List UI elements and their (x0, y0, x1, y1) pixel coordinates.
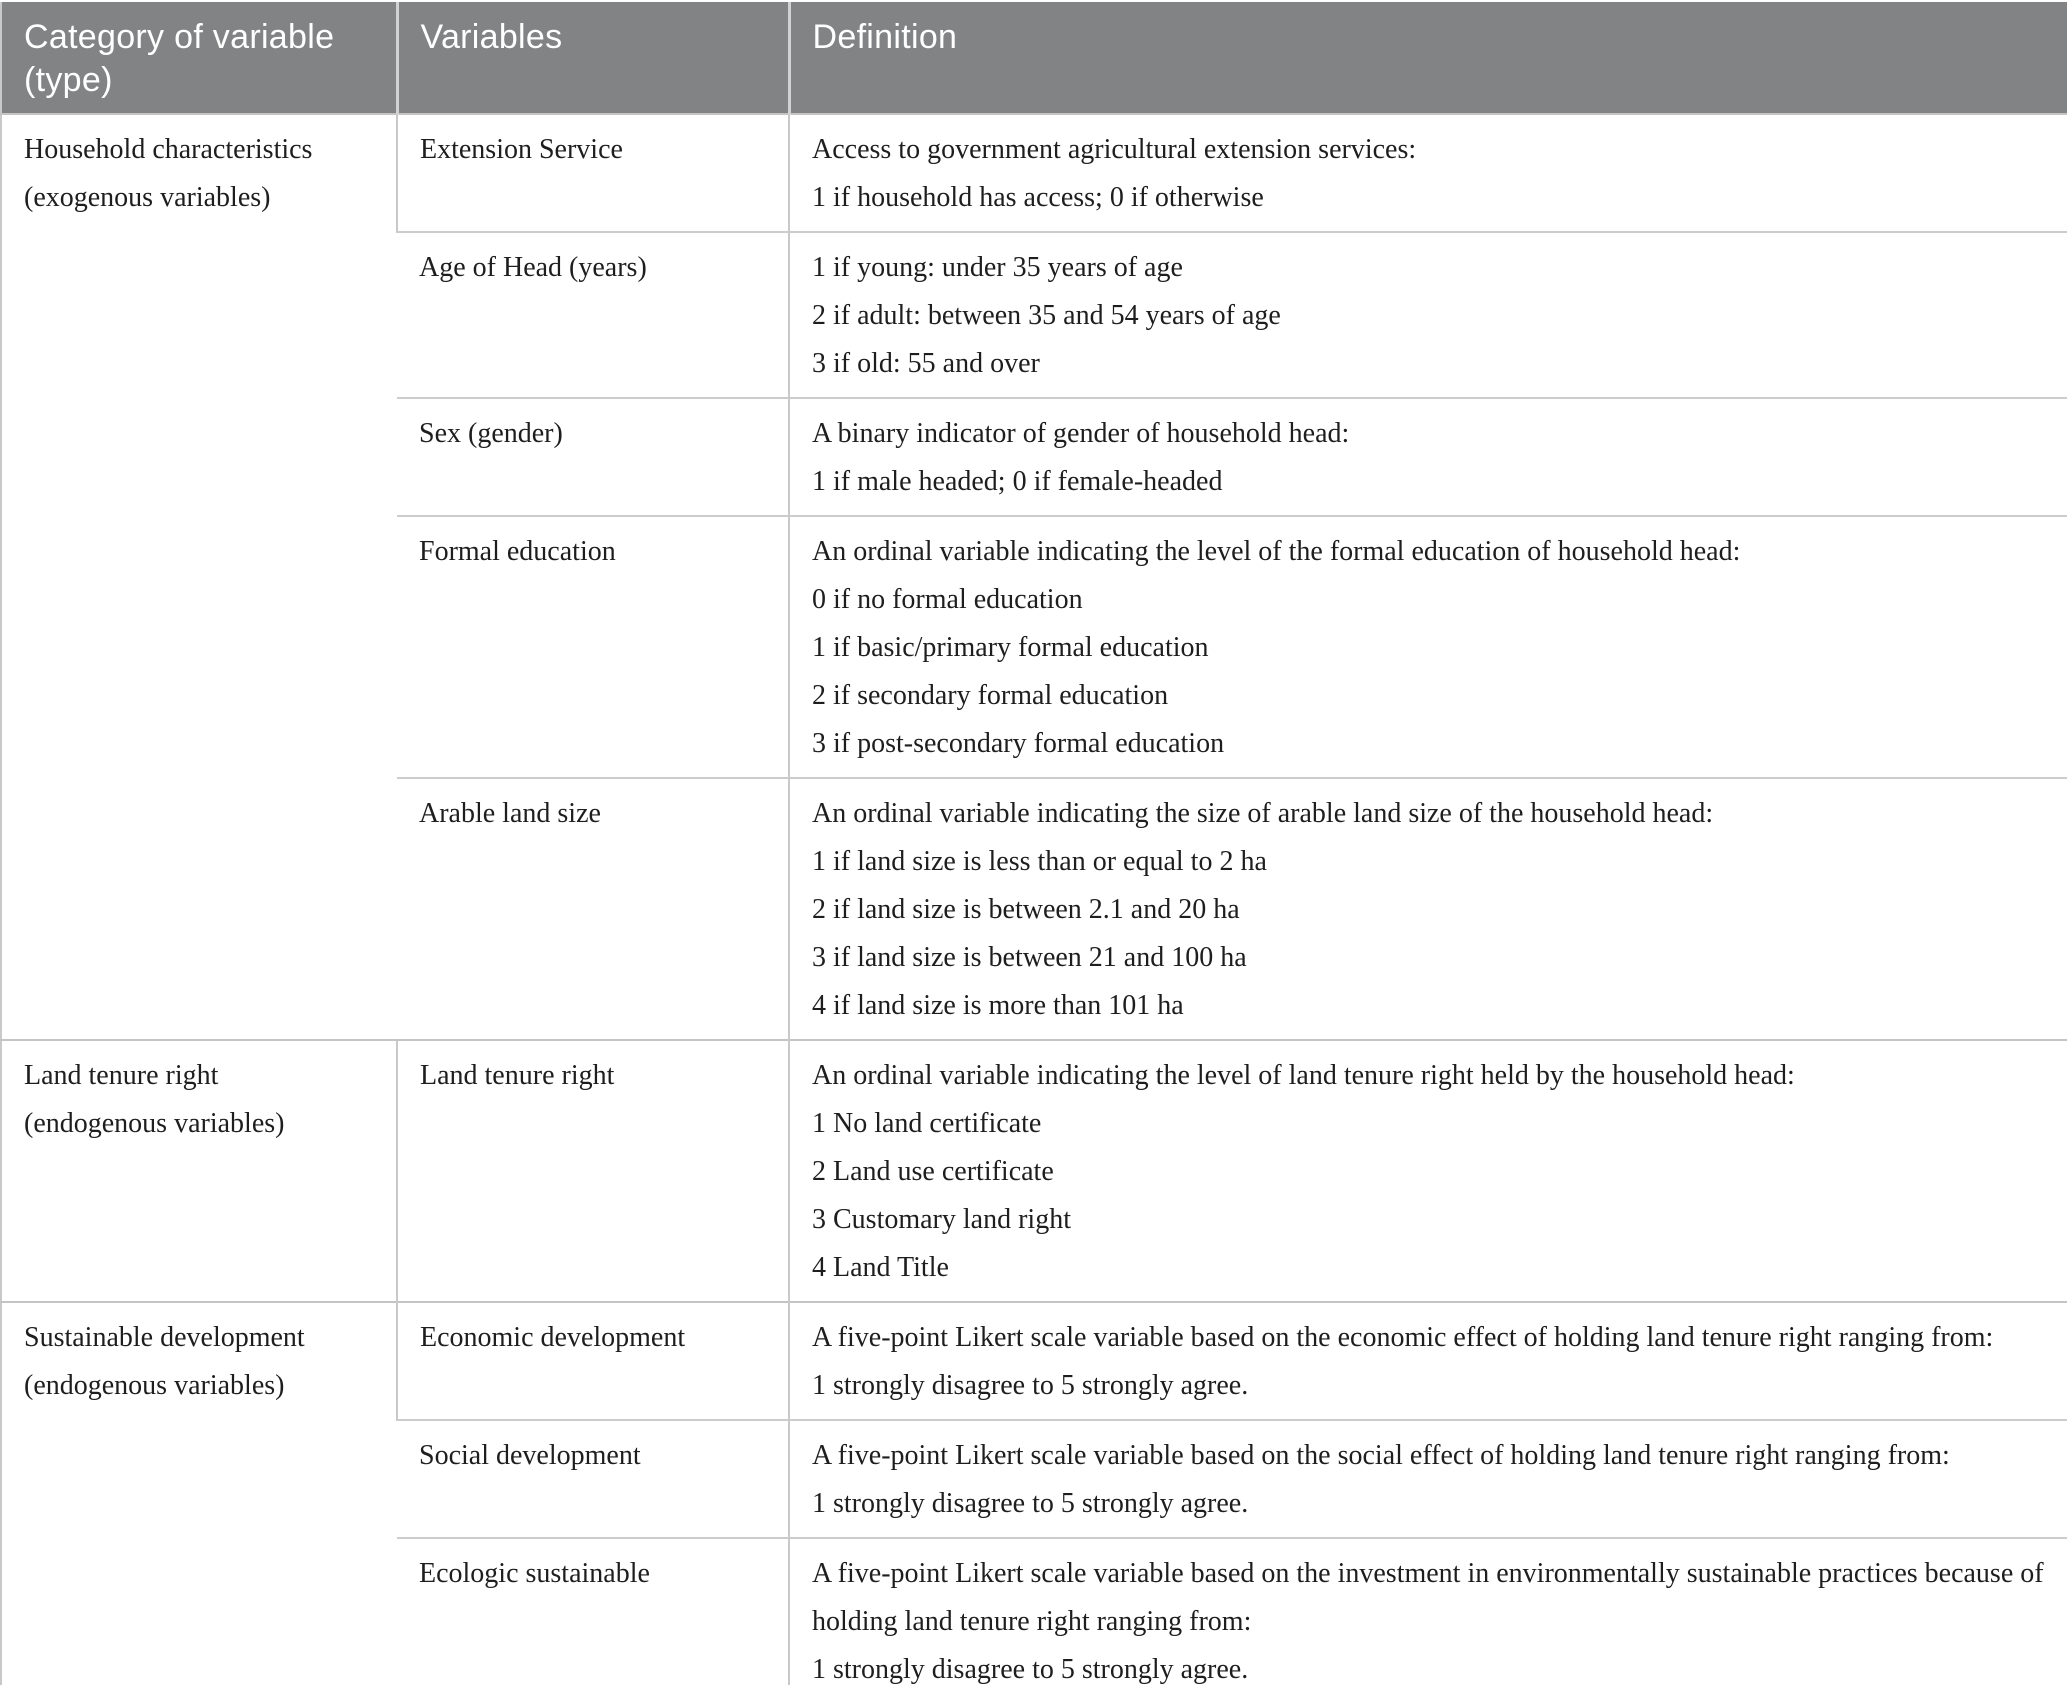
definition-line: 4 Land Title (812, 1252, 949, 1283)
category-type: (exogenous variables) (24, 182, 271, 213)
variable-cell: Sex (gender) (397, 398, 789, 516)
definition-line: An ordinal variable indicating the level of land tenure right held by the household head: (812, 1060, 1795, 1091)
definition-line: 1 strongly disagree to 5 strongly agree. (812, 1654, 1249, 1685)
variable-cell: Age of Head (years) (397, 232, 789, 398)
column-header-definition: Definition (789, 2, 2067, 114)
definition-line: 1 strongly disagree to 5 strongly agree. (812, 1488, 1249, 1519)
definition-cell (789, 398, 2067, 516)
definition-cell (789, 1040, 2067, 1302)
definition-line: 1 if household has access; 0 if otherwise (812, 182, 1264, 213)
definition-line: 1 if basic/primary formal education (812, 632, 1209, 663)
definition-line: 1 if land size is less than or equal to 2 ha (812, 846, 1267, 877)
definition-line: A binary indicator of gender of household head: (812, 418, 1350, 449)
definition-line: 3 if old: 55 and over (812, 348, 1040, 379)
category-name: Land tenure right (24, 1060, 219, 1091)
definition-line: 1 if young: under 35 years of age (812, 252, 1183, 283)
definition-line: 3 if land size is between 21 and 100 ha (812, 942, 1247, 973)
header-row (1, 2, 2067, 114)
category-name: Household characteristics (24, 134, 313, 165)
definition-line: 3 Customary land right (812, 1204, 1071, 1235)
definition-line: A five-point Likert scale variable based on the economic effect of holding land tenure right ranging from: (812, 1322, 1994, 1353)
definition-line: 2 if land size is between 2.1 and 20 ha (812, 894, 1240, 925)
variable-cell: Economic development (397, 1302, 789, 1420)
definition-line: 3 if post-secondary formal education (812, 728, 1225, 759)
definition-line: An ordinal variable indicating the size of arable land size of the household head: (812, 798, 1714, 829)
definition-cell (789, 516, 2067, 778)
definition-line: 2 if secondary formal education (812, 680, 1169, 711)
variables-definition-table (0, 2, 2067, 1685)
table-row (1, 1040, 2067, 1302)
category-cell (1, 114, 397, 1040)
variable-cell: Arable land size (397, 778, 789, 1040)
definition-cell (789, 232, 2067, 398)
definition-line: Access to government agricultural extension services: (812, 134, 1417, 165)
variable-cell: Land tenure right (397, 1040, 789, 1302)
definition-line: 0 if no formal education (812, 584, 1083, 615)
variable-cell: Ecologic sustainable (397, 1538, 789, 1685)
variable-cell: Extension Service (397, 114, 789, 232)
column-header-category: Category of variable (type) (1, 2, 397, 114)
table-row (1, 114, 2067, 232)
variable-cell: Social development (397, 1420, 789, 1538)
definition-cell (789, 1420, 2067, 1538)
definition-cell (789, 1302, 2067, 1420)
category-name: Sustainable development (24, 1322, 305, 1353)
definition-line: 1 if male headed; 0 if female-headed (812, 466, 1223, 497)
category-cell (1, 1302, 397, 1685)
table-row (1, 1302, 2067, 1420)
definition-line: An ordinal variable indicating the level of the formal education of household head: (812, 536, 1741, 567)
definition-cell (789, 1538, 2067, 1685)
variable-cell: Formal education (397, 516, 789, 778)
category-cell (1, 1040, 397, 1302)
definition-line: 1 No land certificate (812, 1108, 1042, 1139)
definition-line: A five-point Likert scale variable based on the social effect of holding land tenure right ranging from: (812, 1440, 1950, 1471)
category-type: (endogenous variables) (24, 1370, 285, 1401)
category-type: (endogenous variables) (24, 1108, 285, 1139)
definition-cell (789, 778, 2067, 1040)
definition-line: 2 Land use certificate (812, 1156, 1054, 1187)
definition-line: 2 if adult: between 35 and 54 years of age (812, 300, 1281, 331)
definition-line: A five-point Likert scale variable based on the investment in environmentally sustainable practices because of holding land tenure right ranging from: (812, 1558, 2044, 1637)
definition-line: 4 if land size is more than 101 ha (812, 990, 1184, 1021)
definition-cell (789, 114, 2067, 232)
column-header-variables: Variables (397, 2, 789, 114)
definition-line: 1 strongly disagree to 5 strongly agree. (812, 1370, 1249, 1401)
